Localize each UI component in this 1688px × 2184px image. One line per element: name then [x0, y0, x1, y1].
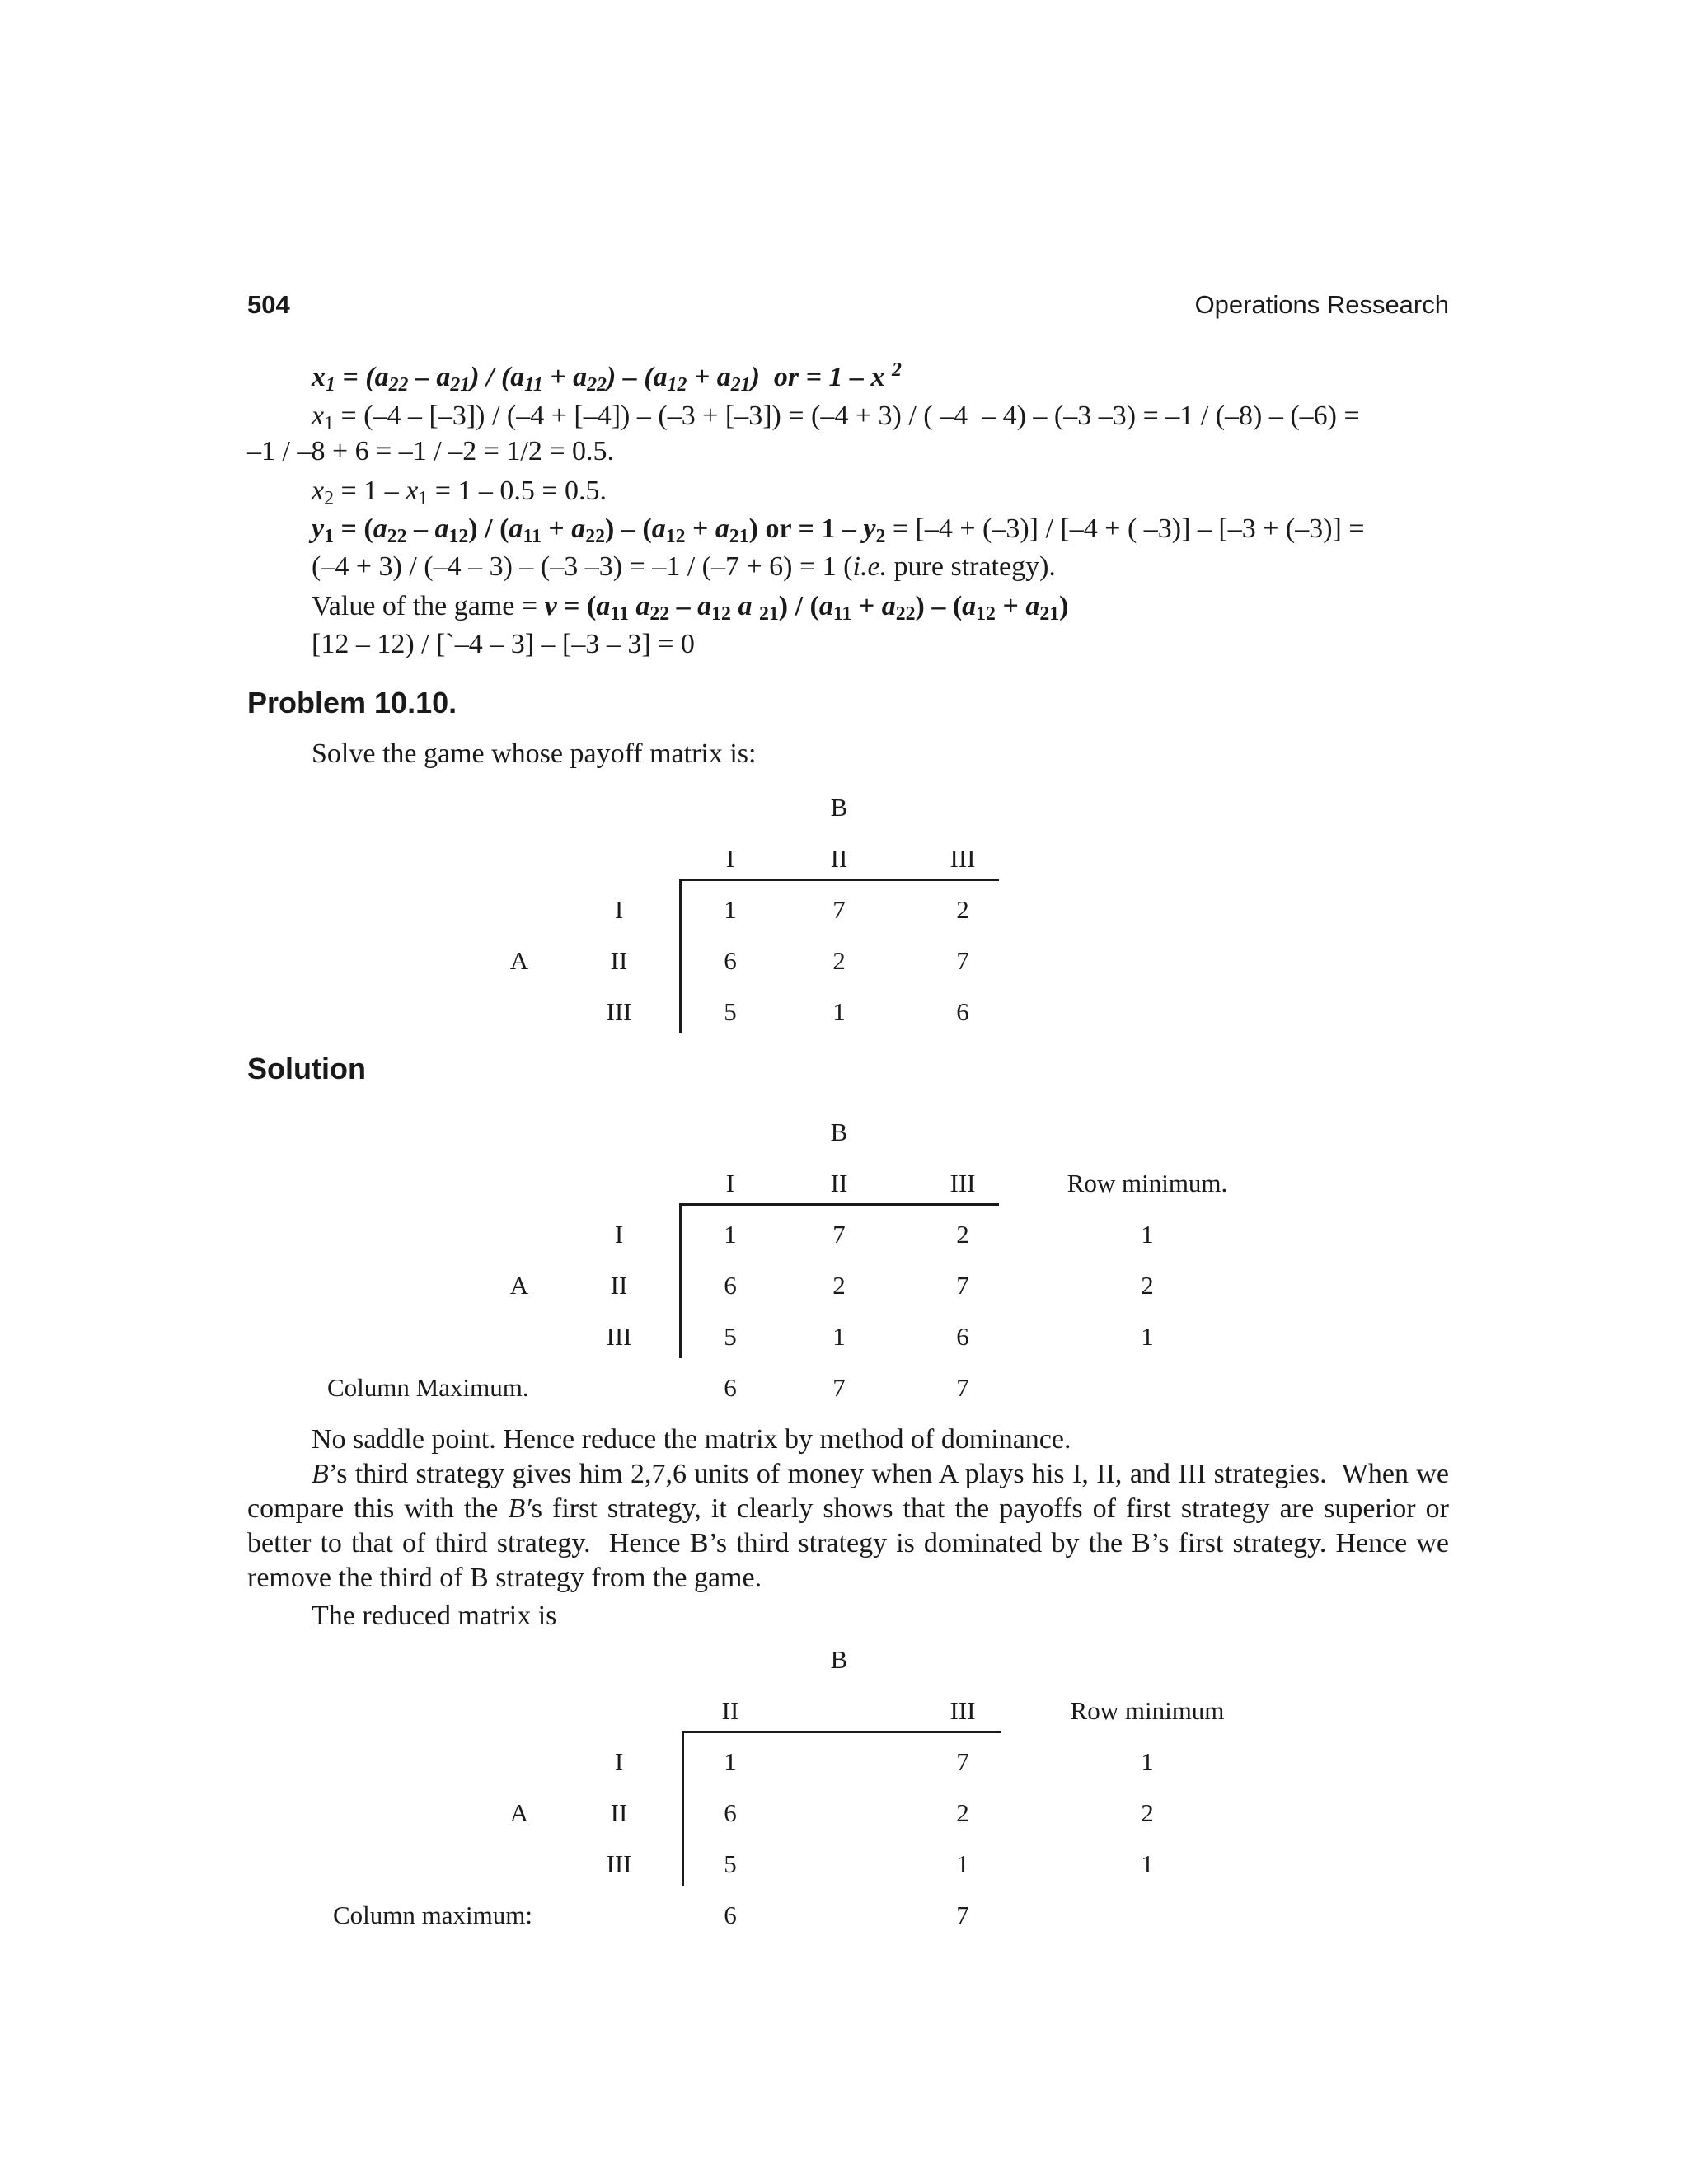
row-header: I: [614, 1747, 624, 1776]
row-header: III: [606, 1322, 632, 1351]
row-header: II: [610, 1271, 628, 1300]
matrix-cell: 7: [832, 895, 846, 924]
matrix-cell: 6: [956, 997, 969, 1026]
column-maximum: 6: [724, 1373, 737, 1402]
matrix-cell: 5: [724, 1849, 737, 1878]
game-value-formula: Value of the game = $v = (a_{11}$ $a_{22} - a_{12}$ a $_{21}) / (a_{11} + a_{22}) - (a_{12} + a_{21})$: [312, 591, 1069, 625]
row-player-label: A: [509, 946, 529, 975]
matrix-top-rule: [680, 879, 999, 881]
col-header: III: [950, 1169, 976, 1197]
page-number: 504: [247, 290, 290, 319]
column-maximum: 7: [956, 1900, 969, 1929]
row-player-label: A: [509, 1798, 529, 1827]
row-minimum: 1: [1141, 1849, 1154, 1878]
matrix-cell: 2: [832, 946, 846, 975]
col-header: I: [725, 1169, 735, 1197]
col-header: II: [830, 844, 848, 873]
x1-calculation-cont: –1 / –8 + 6 = –1 / –2 = 1/2 = 0.5.: [247, 436, 615, 466]
problem-statement: Solve the game whose payoff matrix is:: [312, 738, 757, 769]
col-player-label: B: [830, 1645, 848, 1674]
reduced-matrix-intro: The reduced matrix is: [312, 1601, 557, 1631]
matrix-cell: 6: [724, 1798, 737, 1827]
row-header: III: [606, 997, 632, 1026]
matrix-cell: 1: [956, 1849, 969, 1878]
row-minimum-header: Row minimum: [1070, 1696, 1225, 1725]
matrix-cell: 6: [956, 1322, 969, 1351]
matrix-cell: 6: [724, 946, 737, 975]
row-player-label: A: [509, 1271, 529, 1300]
row-minimum: 2: [1141, 1271, 1154, 1300]
row-header: I: [614, 895, 624, 924]
x1-calculation: $x_1 = (-4 - [-3]) / (-4 + [-4]) - (-3 + [-3]) = (-4 + 3)$ / ( –4 – 4) – (–3 –3) = –1 / (–8) – (–6) =: [312, 401, 1360, 434]
matrix-cell: 2: [956, 1220, 969, 1249]
matrix-cell: 7: [956, 1271, 969, 1300]
matrix-cell: 6: [724, 1271, 737, 1300]
matrix-cell: 1: [724, 1747, 737, 1776]
dominance-paragraph: B’s third strategy gives him 2,7,6 units of money when A plays his I, II, and III strategies. When we compare this with the B′s first strategy, it clearly shows that the payoffs of first strategy are superior or better to that of third strategy. Hence B’s third strategy is dominated by the B’s first strategy. Hence we remove the third of B strategy from the game.: [247, 1459, 1449, 1593]
col-header: III: [950, 844, 976, 873]
column-maximum: 7: [832, 1373, 846, 1402]
col-player-label: B: [830, 793, 848, 822]
matrix-cell: 2: [956, 895, 969, 924]
running-title: Operations Ressearch: [1194, 290, 1449, 319]
matrix-top-rule: [682, 1731, 1001, 1733]
column-maximum: 7: [956, 1373, 969, 1402]
col-player-label: B: [830, 1118, 848, 1146]
matrix-cell: 1: [724, 1220, 737, 1249]
matrix-cell: 1: [724, 895, 737, 924]
solution-heading: Solution: [247, 1052, 366, 1085]
matrix-cell: 1: [832, 997, 846, 1026]
row-minimum: 2: [1141, 1798, 1154, 1827]
row-minimum: 1: [1141, 1220, 1154, 1249]
game-value-calculation: [12 – 12) / [`–4 – 3] – [–3 – 3] = 0: [312, 629, 695, 659]
x1-formula: $x_1 = (a_{22} - a_{21}) / (a_{11} + a_{22}) - (a_{12} + a_{21})$ or = 1 – x $^2$: [312, 359, 902, 396]
matrix-cell: 2: [832, 1271, 846, 1300]
row-minimum: 1: [1141, 1322, 1154, 1351]
col-header: I: [725, 844, 735, 873]
col-header: II: [721, 1696, 739, 1725]
x2-calculation: $x_2 = 1 - x_1 = 1 - 0.5 = 0.5$.: [312, 476, 607, 509]
y1-formula: $y_1 = (a_{22} - a_{12}) / (a_{11} + a_{22}) - (a_{12} + a_{21})$ or = $1 - y_2 = [-4 + (-3)] / [-4$ + ( –3)] – [–3 + (–3)] =: [312, 513, 1365, 547]
matrix-cell: 5: [724, 997, 737, 1026]
matrix-cell: 2: [956, 1798, 969, 1827]
matrix-cell: 5: [724, 1322, 737, 1351]
matrix-cell: 7: [832, 1220, 846, 1249]
row-header: III: [606, 1849, 632, 1878]
row-header: II: [610, 1798, 628, 1827]
col-header: III: [950, 1696, 976, 1725]
col-header: II: [830, 1169, 848, 1197]
row-minimum: 1: [1141, 1747, 1154, 1776]
no-saddle-point-text: No saddle point. Hence reduce the matrix by method of dominance.: [312, 1424, 1071, 1455]
matrix-cell: 1: [832, 1322, 846, 1351]
problem-heading: Problem 10.10.: [247, 686, 457, 719]
column-maximum-label: Column maximum:: [333, 1900, 532, 1929]
row-header: II: [610, 946, 628, 975]
matrix-top-rule: [680, 1203, 999, 1206]
row-header: I: [614, 1220, 624, 1249]
matrix-cell: 7: [956, 946, 969, 975]
column-maximum-label: Column Maximum.: [327, 1373, 529, 1402]
y1-calculation-cont: (–4 + 3) / (–4 – 3) – (–3 –3) = –1 / (–7 + 6) = 1 (i.e. pure strategy).: [312, 551, 1056, 582]
column-maximum: 6: [724, 1900, 737, 1929]
row-minimum-header: Row minimum.: [1067, 1169, 1228, 1197]
matrix-cell: 7: [956, 1747, 969, 1776]
